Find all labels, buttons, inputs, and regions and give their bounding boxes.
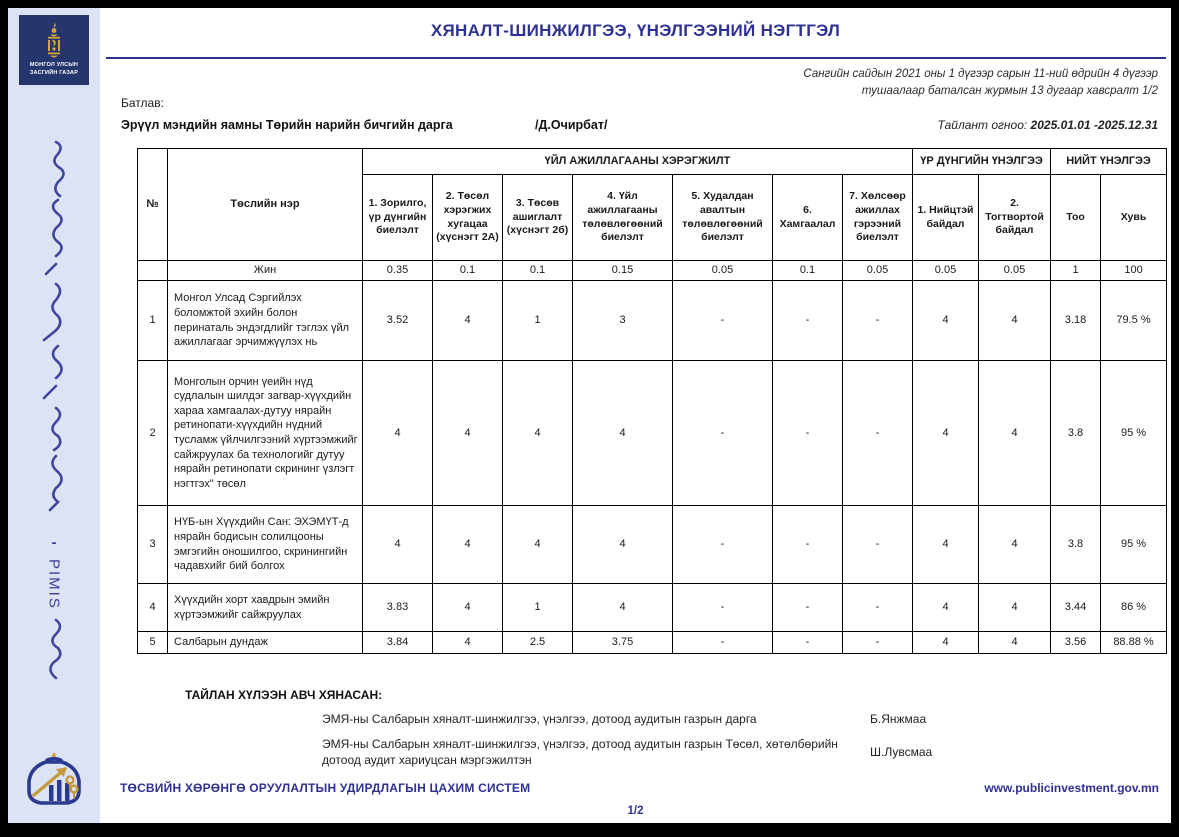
reviewer-name: Ш.Лувсмаа <box>870 745 933 760</box>
weight-value: 0.1 <box>503 261 573 281</box>
header-group-implementation: ҮЙЛ АЖИЛЛАГААНЫ ХЭРЭГЖИЛТ <box>363 149 913 175</box>
score-cell: 86 % <box>1101 584 1167 632</box>
script-separator: - <box>51 534 57 551</box>
weight-value: 0.05 <box>979 261 1051 281</box>
score-cell: - <box>673 506 773 584</box>
score-cell: 4 <box>433 632 503 654</box>
header-impl-4: 4. Үйл ажиллагааны төлөвлөгөөний биелэлт <box>573 175 673 261</box>
score-cell: 4 <box>503 361 573 506</box>
table-row <box>138 632 1167 654</box>
score-cell: 4 <box>979 361 1051 506</box>
score-cell: 88.88 % <box>1101 632 1167 654</box>
review-heading: ТАЙЛАН ХҮЛЭЭН АВЧ ХЯНАСАН: <box>185 688 383 702</box>
score-cell: 4 <box>573 361 673 506</box>
report-period-value: 2025.01.01 -2025.12.31 <box>1030 118 1158 132</box>
score-cell: - <box>773 632 843 654</box>
gov-logo-line2: ЗАСГИЙН ГАЗАР <box>29 70 79 77</box>
row-number: 3 <box>138 506 168 584</box>
score-cell: 4 <box>433 506 503 584</box>
score-cell: 95 % <box>1101 361 1167 506</box>
weight-value: 0.05 <box>673 261 773 281</box>
score-cell: 79.5 % <box>1101 281 1167 361</box>
score-cell: 3.18 <box>1051 281 1101 361</box>
footer-website-link[interactable]: www.publicinvestment.gov.mn <box>984 781 1159 795</box>
project-name: Хүүхдийн хорт хавдрын эмийн хүртээмжийг сайжруулах <box>168 584 363 632</box>
weight-value: 0.35 <box>363 261 433 281</box>
government-logo <box>19 15 89 85</box>
score-cell: 3.83 <box>363 584 433 632</box>
weight-value: 0.1 <box>433 261 503 281</box>
score-cell: 4 <box>913 506 979 584</box>
score-cell: - <box>843 632 913 654</box>
title-divider <box>106 57 1166 59</box>
header-impl-2: 2. Төсөл хэрэгжих хугацаа (хүснэгт 2А) <box>433 175 503 261</box>
project-name: Монгол Улсад Сэргийлэх боломжтой эхийн болон перинаталь эндэгдлийг тэглэх үйл ажиллагааг эрчимжүүлэх нь <box>168 281 363 361</box>
score-cell: - <box>673 361 773 506</box>
score-cell: 4 <box>979 506 1051 584</box>
score-cell: 4 <box>913 281 979 361</box>
report-period <box>938 118 1158 132</box>
weight-label: Жин <box>168 261 363 281</box>
row-number: 4 <box>138 584 168 632</box>
weight-value: 1 <box>1051 261 1101 281</box>
score-cell: 3.56 <box>1051 632 1101 654</box>
score-cell: 95 % <box>1101 506 1167 584</box>
score-cell: 4 <box>979 632 1051 654</box>
score-cell: - <box>773 584 843 632</box>
sidebar <box>8 8 100 823</box>
score-cell: 2.5 <box>503 632 573 654</box>
score-cell: - <box>673 281 773 361</box>
table-row <box>138 281 1167 361</box>
score-cell: 4 <box>913 361 979 506</box>
header-result-2: 2. Тогтвортой байдал <box>979 175 1051 261</box>
score-cell: 4 <box>573 506 673 584</box>
score-cell: - <box>673 584 773 632</box>
score-cell: - <box>673 632 773 654</box>
pimis-logo-icon <box>19 743 89 813</box>
header-impl-3: 3. Төсөв ашиглалт (хүснэгт 2б) <box>503 175 573 261</box>
score-cell: 3.52 <box>363 281 433 361</box>
decree-note <box>803 66 1158 99</box>
header-project-name: Төслийн нэр <box>168 149 363 261</box>
score-cell: - <box>843 506 913 584</box>
table-row <box>138 506 1167 584</box>
header-group-total: НИЙТ ҮНЭЛГЭЭ <box>1051 149 1167 175</box>
score-cell: 3.84 <box>363 632 433 654</box>
score-cell: 4 <box>913 584 979 632</box>
row-number: 1 <box>138 281 168 361</box>
score-cell: 4 <box>363 506 433 584</box>
review-item <box>322 711 1011 727</box>
score-cell: 4 <box>363 361 433 506</box>
score-cell: 3.8 <box>1051 361 1101 506</box>
header-impl-7: 7. Хөлсөөр ажиллах гэрээний биелэлт <box>843 175 913 261</box>
score-cell: 3.44 <box>1051 584 1101 632</box>
row-number: 2 <box>138 361 168 506</box>
score-cell: 4 <box>913 632 979 654</box>
approver-title: Эрүүл мэндийн яамны Төрийн нарийн бичгийн дарга <box>121 118 453 132</box>
score-cell: - <box>843 281 913 361</box>
table-row <box>138 584 1167 632</box>
score-cell: 1 <box>503 584 573 632</box>
score-cell: - <box>843 584 913 632</box>
score-cell: 4 <box>433 361 503 506</box>
score-cell: - <box>773 281 843 361</box>
score-cell: 4 <box>979 281 1051 361</box>
mongolian-script-decoration <box>34 136 74 526</box>
soyombo-icon <box>41 22 67 58</box>
mongolian-script-column <box>8 136 100 736</box>
header-no: № <box>138 149 168 261</box>
decree-line1: Сангийн сайдын 2021 оны 1 дүгээр сарын 11-ний өдрийн 4 дүгээр <box>803 68 1158 80</box>
score-cell: 4 <box>433 281 503 361</box>
score-cell: 1 <box>503 281 573 361</box>
reviewer-title: ЭМЯ-ны Салбарын хяналт-шинжилгээ, үнэлгээ, дотоод аудитын газрын Төсөл, хөтөлбөрийн дотоод аудит хариуцсан мэргэжилтэн <box>322 737 838 768</box>
document-page <box>100 8 1171 823</box>
review-section <box>100 688 1171 769</box>
weight-value: 0.05 <box>843 261 913 281</box>
table-body <box>138 261 1167 654</box>
page-title: ХЯНАЛТ-ШИНЖИЛГЭЭ, ҮНЭЛГЭЭНИЙ НЭГТГЭЛ <box>430 21 841 40</box>
score-cell: - <box>773 361 843 506</box>
project-name: Салбарын дундаж <box>168 632 363 654</box>
score-cell: 4 <box>979 584 1051 632</box>
project-name: Монголын орчин үеийн нүд судлалын шилдэг загвар-хүүхдийн хараа хамгаалах-дутуу нярайн ретинопати-хүүхдийн нүдний тусламж үйлчилгээний хүртээмжийг сайжруулах ба технологийг дутуу нярайн ретинопати скрининг үзлэгт нэгтгэх" төсөл <box>168 361 363 506</box>
row-number: 5 <box>138 632 168 654</box>
weight-value: 0.05 <box>913 261 979 281</box>
score-cell: 3.8 <box>1051 506 1101 584</box>
score-cell: 3.75 <box>573 632 673 654</box>
page-number: 1/2 <box>627 805 644 817</box>
score-cell: 3 <box>573 281 673 361</box>
weight-row <box>138 261 1167 281</box>
score-cell: - <box>773 506 843 584</box>
reviewer-title: ЭМЯ-ны Салбарын хяналт-шинжилгээ, үнэлгээ, дотоод аудитын газрын дарга <box>322 712 757 726</box>
score-cell: 4 <box>503 506 573 584</box>
decree-line2: тушаалаар баталсан журмын 13 дугаар хавсралт 1/2 <box>861 84 1158 97</box>
header-total-count: Тоо <box>1051 175 1101 261</box>
header-result-1: 1. Нийцтэй байдал <box>913 175 979 261</box>
header-group-result: ҮР ДҮНГИЙН ҮНЭЛГЭЭ <box>913 149 1051 175</box>
score-cell: 4 <box>573 584 673 632</box>
header-impl-1: 1. Зорилго, үр дүнгийн биелэлт <box>363 175 433 261</box>
score-cell: 4 <box>433 584 503 632</box>
header-total-percent: Хувь <box>1101 175 1167 261</box>
table-row <box>138 361 1167 506</box>
gov-logo-line1: МОНГОЛ УЛСЫН <box>29 62 79 68</box>
pimis-label: PIMIS <box>45 559 63 610</box>
score-cell: - <box>843 361 913 506</box>
weight-value: 100 <box>1101 261 1167 281</box>
footer-system-name: ТӨСВИЙН ХӨРӨНГӨ ОРУУЛАЛТЫН УДИРДЛАГЫН ЦАХИМ СИСТЕМ <box>120 781 531 795</box>
mongolian-script-decoration <box>34 616 74 686</box>
header-impl-5: 5. Худалдан авалтын төлөвлөгөөний биелэлт <box>673 175 773 261</box>
report-period-label: Тайлант огноо: <box>937 118 1028 132</box>
evaluation-table <box>137 148 1167 654</box>
approve-label: Батлав: <box>121 96 164 110</box>
weight-empty-cell <box>138 261 168 281</box>
review-item <box>322 736 1011 768</box>
approver-name: /Д.Очирбат/ <box>535 118 608 132</box>
weight-value: 0.1 <box>773 261 843 281</box>
header-impl-6: 6. Хамгаалал <box>773 175 843 261</box>
project-name: НҮБ-ын Хүүхдийн Сан: ЭХЭМҮТ-д нярайн бодисын солилцооны эмгэгийн оношилгоо, скринингийн чадавхийг бий болгох <box>168 506 363 584</box>
weight-value: 0.15 <box>573 261 673 281</box>
approver-row <box>121 118 1158 132</box>
table-header <box>138 149 1167 261</box>
reviewer-name: Б.Янжмаа <box>870 712 927 727</box>
